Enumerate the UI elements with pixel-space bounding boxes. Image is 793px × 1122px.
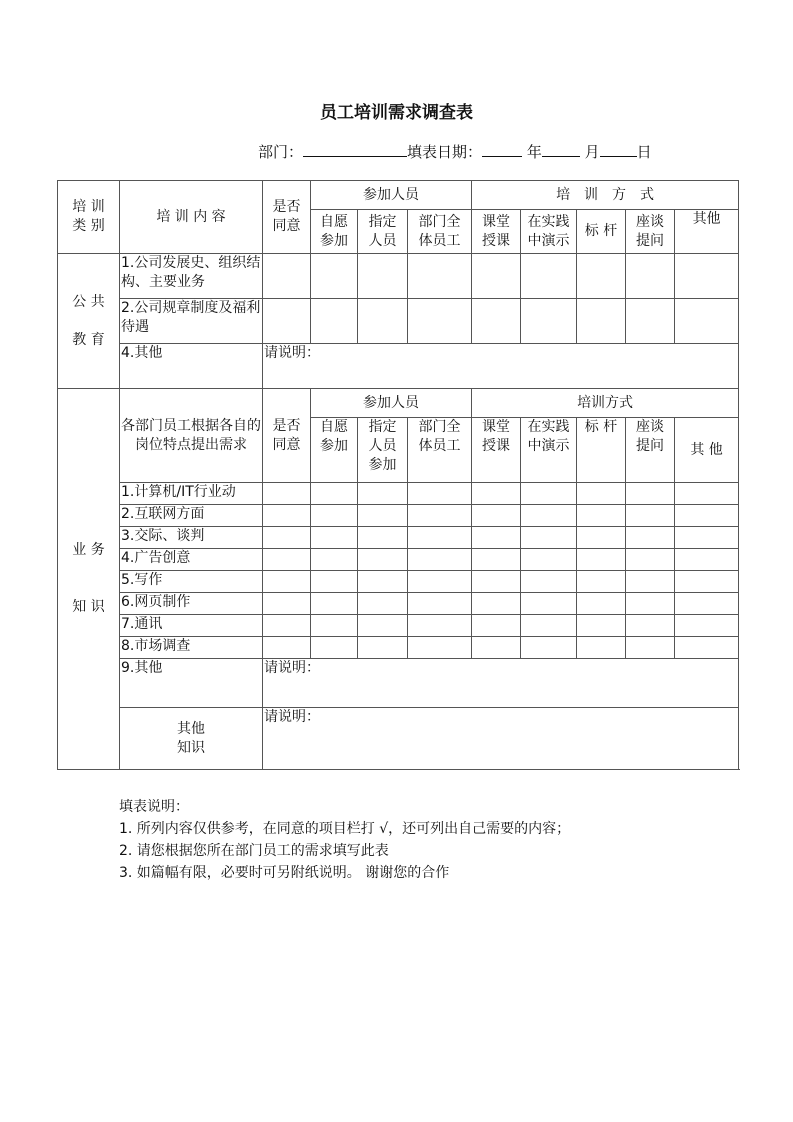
department-field[interactable] [303,142,407,157]
seminar-header: 座谈 提问 [626,418,675,483]
seminar-header: 座谈 提问 [626,210,675,254]
checkbox-cell[interactable] [577,549,626,571]
checkbox-cell[interactable] [521,637,577,659]
list-item: 4.其他 [120,344,263,389]
content-header: 培 训 内 容 [120,181,263,254]
checkbox-cell[interactable] [408,483,472,505]
day-field[interactable] [600,142,637,157]
checkbox-cell[interactable] [263,571,311,593]
checkbox-cell[interactable] [577,637,626,659]
category-business: 业 务 知 识 [58,389,120,770]
checkbox-cell[interactable] [675,505,739,527]
method-header: 培 训 方 式 [472,181,739,210]
checkbox-cell[interactable] [358,527,408,549]
checkbox-cell[interactable] [675,549,739,571]
other-method-header: 其他 [675,210,739,254]
checkbox-cell[interactable] [311,483,358,505]
fill-date-label: 填表日期： [407,143,483,161]
checkbox-cell[interactable] [626,254,675,299]
checkbox-cell[interactable] [577,527,626,549]
checkbox-cell[interactable] [408,299,472,344]
checkbox-cell[interactable] [675,299,739,344]
checkbox-cell[interactable] [521,483,577,505]
voluntary-header: 自愿 参加 [311,210,358,254]
checkbox-cell[interactable] [472,254,521,299]
checkbox-cell[interactable] [521,549,577,571]
explain-field[interactable]: 请说明： [263,708,739,770]
checkbox-cell[interactable] [675,483,739,505]
category-public: 公 共 教 育 [58,254,120,389]
method-header: 培训方式 [472,389,739,418]
checkbox-cell[interactable] [311,593,358,615]
designated-header: 指定 人员 [358,210,408,254]
checkbox-cell[interactable] [358,593,408,615]
checkbox-cell[interactable] [358,637,408,659]
checkbox-cell[interactable] [472,483,521,505]
checkbox-cell[interactable] [311,254,358,299]
checkbox-cell[interactable] [577,571,626,593]
checkbox-cell[interactable] [358,549,408,571]
checkbox-cell[interactable] [577,299,626,344]
designated-header: 指定 人员 参加 [358,418,408,483]
survey-table [57,180,739,770]
checkbox-cell[interactable] [675,615,739,637]
checkbox-cell[interactable] [626,527,675,549]
agree-header: 是否 同意 [263,181,311,254]
checkbox-cell[interactable] [626,615,675,637]
list-item: 1.公司发展史、组织结构、主要业务 [120,254,263,299]
checkbox-cell[interactable] [408,505,472,527]
participants-header: 参加人员 [311,181,472,210]
instruction-item: 2. 请您根据您所在部门员工的需求填写此表 [119,843,389,859]
month-field[interactable] [542,142,580,157]
checkbox-cell[interactable] [626,571,675,593]
list-item: 8.市场调查 [120,637,263,659]
instructions-heading: 填表说明： [119,799,189,815]
checkbox-cell[interactable] [263,254,311,299]
checkbox-cell[interactable] [311,505,358,527]
checkbox-cell[interactable] [311,637,358,659]
checkbox-cell[interactable] [358,254,408,299]
checkbox-cell[interactable] [472,637,521,659]
checkbox-cell[interactable] [472,527,521,549]
checkbox-cell[interactable] [521,615,577,637]
list-item: 2.互联网方面 [120,505,263,527]
category-other: 其他 知识 [120,708,263,770]
checkbox-cell[interactable] [311,527,358,549]
checkbox-cell[interactable] [675,254,739,299]
other-method-header: 其 他 [675,418,739,483]
checkbox-cell[interactable] [521,571,577,593]
agree-header: 是否 同意 [263,389,311,483]
category-header: 培 训 类 别 [58,181,120,254]
checkbox-cell[interactable] [675,593,739,615]
checkbox-cell[interactable] [311,571,358,593]
checkbox-cell[interactable] [626,483,675,505]
checkbox-cell[interactable] [408,637,472,659]
checkbox-cell[interactable] [626,593,675,615]
checkbox-cell[interactable] [263,549,311,571]
list-item: 4.广告创意 [120,549,263,571]
checkbox-cell[interactable] [577,254,626,299]
checkbox-cell[interactable] [263,527,311,549]
checkbox-cell[interactable] [408,593,472,615]
checkbox-cell[interactable] [263,615,311,637]
checkbox-cell[interactable] [521,299,577,344]
list-item: 3.交际、谈判 [120,527,263,549]
practice-header: 在实践 中演示 [521,418,577,483]
checkbox-cell[interactable] [472,299,521,344]
checkbox-cell[interactable] [358,615,408,637]
checkbox-cell[interactable] [626,505,675,527]
list-item: 2.公司规章制度及福利待遇 [120,299,263,344]
list-item: 1.计算机/IT行业动 [120,483,263,505]
checkbox-cell[interactable] [263,593,311,615]
instruction-item: 1. 所列内容仅供参考，在同意的项目栏打 √，还可列出自己需要的内容； [119,821,571,837]
month-label: 月 [584,143,600,161]
checkbox-cell[interactable] [263,637,311,659]
list-item: 6.网页制作 [120,593,263,615]
explain-field[interactable]: 请说明： [263,344,739,389]
checkbox-cell[interactable] [472,615,521,637]
checkbox-cell[interactable] [626,549,675,571]
checkbox-cell[interactable] [408,254,472,299]
department-label: 部门： [258,143,304,161]
checkbox-cell[interactable] [472,505,521,527]
day-label: 日 [636,143,652,161]
checkbox-cell[interactable] [408,571,472,593]
checkbox-cell[interactable] [408,549,472,571]
checkbox-cell[interactable] [472,549,521,571]
instruction-item: 3. 如篇幅有限，必要时可另附纸说明。 谢谢您的合作 [119,865,450,881]
checkbox-cell[interactable] [408,527,472,549]
participants-header: 参加人员 [311,389,472,418]
checkbox-cell[interactable] [577,615,626,637]
list-item: 7.通讯 [120,615,263,637]
checkbox-cell[interactable] [521,527,577,549]
checkbox-cell[interactable] [263,483,311,505]
checkbox-cell[interactable] [521,593,577,615]
checkbox-cell[interactable] [626,299,675,344]
checkbox-cell[interactable] [577,505,626,527]
checkbox-cell[interactable] [311,549,358,571]
practice-header: 在实践 中演示 [521,210,577,254]
checkbox-cell[interactable] [263,299,311,344]
explain-field[interactable]: 请说明： [263,659,739,708]
instructions [119,796,570,884]
checkbox-cell[interactable] [358,571,408,593]
checkbox-cell[interactable] [311,299,358,344]
voluntary-header: 自愿 参加 [311,418,358,483]
checkbox-cell[interactable] [311,615,358,637]
checkbox-cell[interactable] [675,527,739,549]
checkbox-cell[interactable] [626,637,675,659]
benchmark-header: 标 杆 [577,210,626,254]
all-staff-header: 部门全 体员工 [408,418,472,483]
checkbox-cell[interactable] [675,571,739,593]
benchmark-header: 标 杆 [577,418,626,483]
checkbox-cell[interactable] [358,299,408,344]
checkbox-cell[interactable] [521,505,577,527]
year-label: 年 [526,143,542,161]
page-title: 员工培训需求调查表 [320,103,473,123]
classroom-header: 课堂 授课 [472,418,521,483]
year-field[interactable] [482,142,522,157]
checkbox-cell[interactable] [263,505,311,527]
form-header [258,141,652,162]
checkbox-cell[interactable] [577,483,626,505]
checkbox-cell[interactable] [472,571,521,593]
all-staff-header: 部门全 体员工 [408,210,472,254]
checkbox-cell[interactable] [521,254,577,299]
checkbox-cell[interactable] [358,505,408,527]
classroom-header: 课堂 授课 [472,210,521,254]
list-item: 9.其他 [120,659,263,708]
checkbox-cell[interactable] [358,483,408,505]
checkbox-cell[interactable] [675,637,739,659]
checkbox-cell[interactable] [472,593,521,615]
list-item: 5.写作 [120,571,263,593]
checkbox-cell[interactable] [408,615,472,637]
checkbox-cell[interactable] [577,593,626,615]
business-intro: 各部门员工根据各自的岗位特点提出需求 [120,389,263,483]
